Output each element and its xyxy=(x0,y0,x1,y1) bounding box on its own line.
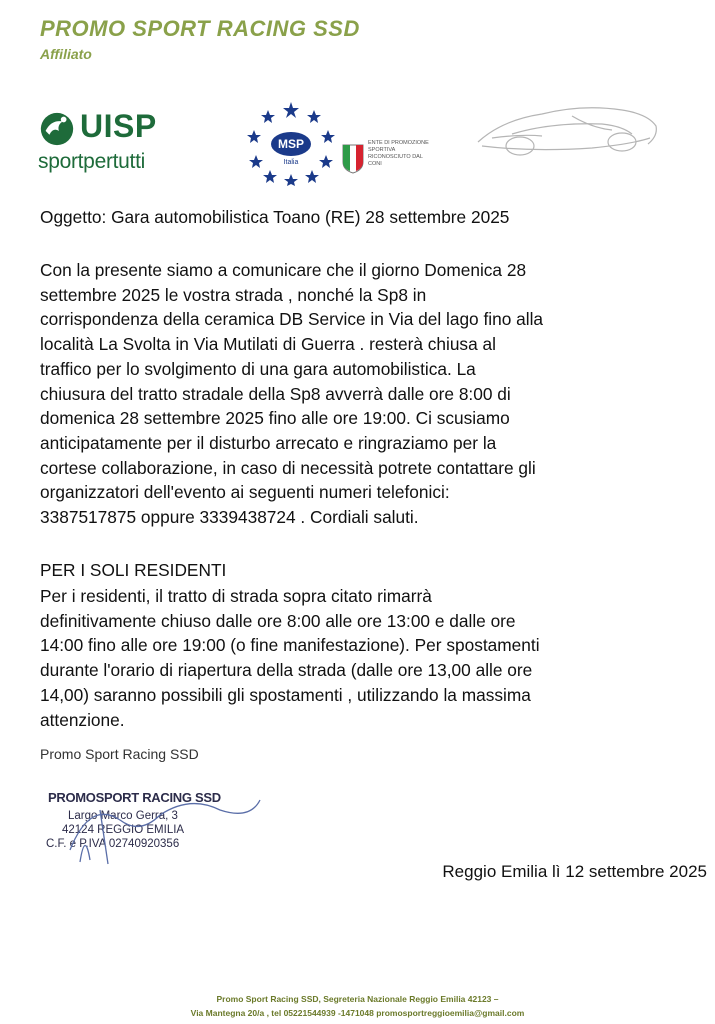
stamp-address: Largo Marco Gerra, 3 xyxy=(68,810,178,822)
msp-logo xyxy=(246,100,436,186)
msp-coni-note: ENTE DI PROMOZIONE SPORTIVA RICONOSCIUTO DAL CONI xyxy=(368,140,429,167)
stamp-city: 42124 REGGIO EMILIA xyxy=(62,824,185,836)
body-line: cortese collaborazione, in caso di necessità potrete contattare gli xyxy=(40,457,536,478)
body-line: anticipatamente per il disturbo arrecato e ringraziamo per la xyxy=(40,432,497,453)
italy-flag-shield-icon xyxy=(342,144,364,174)
residents-paragraph xyxy=(40,584,700,732)
car-sketch-logo xyxy=(472,94,662,166)
msp-subtitle: Italia xyxy=(283,159,299,166)
uisp-tagline: sportpertutti xyxy=(38,150,145,173)
residents-line: Per i residenti, il tratto di strada sopra citato rimarrà xyxy=(40,586,432,606)
subject-line: Oggetto: Gara automobilistica Toano (RE) 28 settembre 2025 xyxy=(40,207,510,227)
body-line: 3387517875 oppure 3339438724 . Cordiali saluti. xyxy=(40,507,419,528)
residents-line: attenzione. xyxy=(40,709,125,730)
body-line: località La Svolta in Via Mutilati di Guerra . resterà chiusa al xyxy=(40,334,496,355)
msp-wordmark: MSP xyxy=(277,137,305,151)
residents-heading: PER I SOLI RESIDENTI xyxy=(40,560,227,580)
residents-line: 14,00) saranno possibili gli spostamenti , utilizzando la massima xyxy=(40,684,531,705)
uisp-wordmark: UISP xyxy=(80,108,157,144)
org-name: PROMO SPORT RACING SSD xyxy=(40,16,360,41)
signature-name: Promo Sport Racing SSD xyxy=(40,746,199,762)
org-affiliation: Affiliato xyxy=(40,46,92,62)
residents-line: 14:00 fino alle ore 19:00 (o fine manifestazione). Per spostamenti xyxy=(40,635,540,656)
body-paragraph xyxy=(40,258,700,530)
residents-line: definitivamente chiuso dalle ore 8:00 alle ore 13:00 e dalle ore xyxy=(40,610,516,631)
handwritten-signature xyxy=(60,790,270,870)
body-line: chiusura del tratto stradale della Sp8 avverrà dalle ore 8:00 di xyxy=(40,383,511,404)
uisp-runner-icon xyxy=(38,110,76,148)
body-line: settembre 2025 le vostra strada , nonché la Sp8 in xyxy=(40,284,427,305)
place-date: Reggio Emilia lì 12 settembre 2025 xyxy=(442,862,707,881)
msp-star-ring-icon xyxy=(246,100,336,186)
residents-line: durante l'orario di riapertura della strada (dalle ore 13,00 alle ore xyxy=(40,660,533,681)
footer-line-2: Via Mantegna 20/a , tel 05221544939 -1471048 promosportreggioemilia@gmail.com xyxy=(190,1008,525,1018)
stamp-company: PROMOSPORT RACING SSD xyxy=(48,790,221,805)
footer-line-1: Promo Sport Racing SSD, Segreteria Nazionale Reggio Emilia 42123 – xyxy=(216,994,499,1004)
body-line: Con la presente siamo a comunicare che il giorno Domenica 28 xyxy=(40,260,527,280)
body-line: organizzatori dell'evento ai seguenti numeri telefonici: xyxy=(40,482,450,503)
stamp-vat: C.F. e P.IVA 02740920356 xyxy=(46,838,180,850)
uisp-logo xyxy=(38,108,178,188)
body-line: domenica 28 settembre 2025 fino alle ore 19:00. Ci scusiamo xyxy=(40,408,510,429)
body-line: traffico per lo svolgimento di una gara automobilistica. La xyxy=(40,358,476,379)
body-line: corrispondenza della ceramica DB Service in Via del lago fino alla xyxy=(40,309,544,330)
